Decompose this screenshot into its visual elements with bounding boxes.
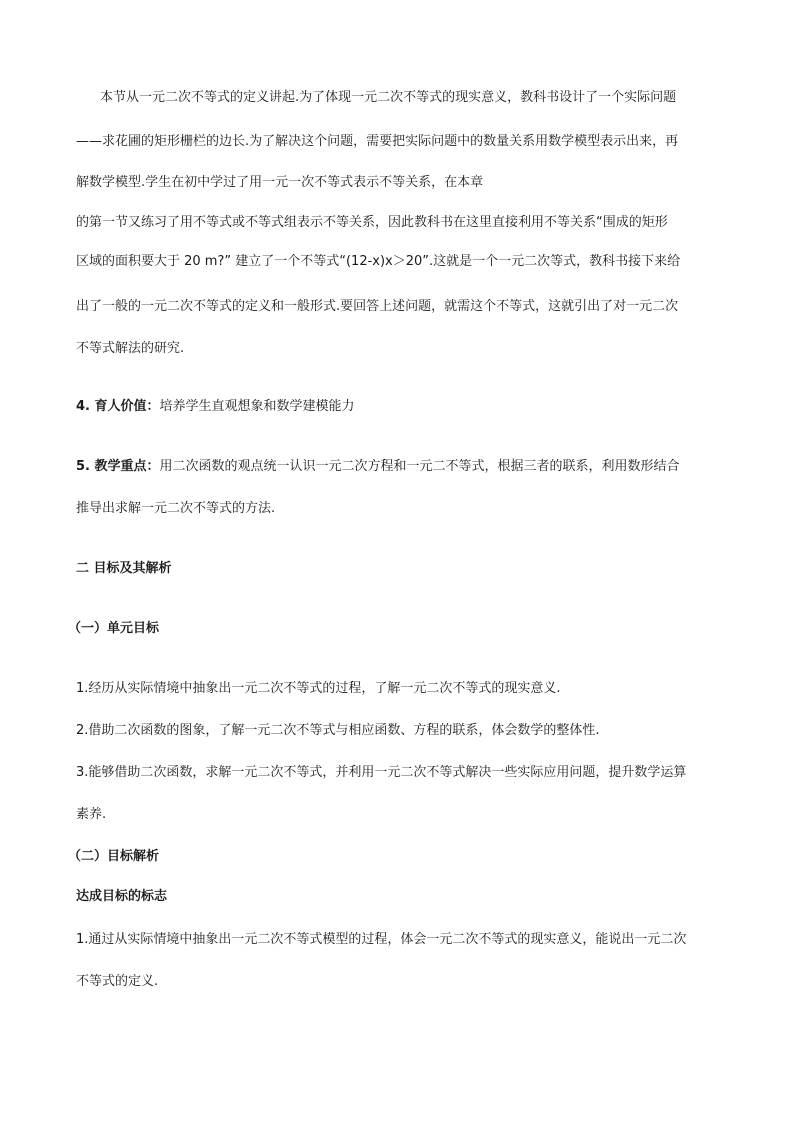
heading-achievement-signs: 达成目标的标志 (76, 889, 168, 904)
goal-3: 3.能够借助二次函数，求解一元二次不等式，并利用一元二次不等式解决一些实际应用问题，提升数学运算 (76, 765, 687, 780)
subheading-unit-goals: （一）单元目标 (68, 621, 160, 636)
goal-3-continued: 素养. (76, 807, 107, 822)
intro-line-2: ——求花圃的矩形栅栏的边长.为了解决这个问题，需要把实际问题中的数量关系用数学模型表示出来，再 (76, 134, 679, 149)
intro-line-3: 解数学模型.学生在初中学过了用一元一次不等式表示不等关系，在本章 (76, 175, 484, 190)
item-5 (76, 455, 680, 474)
item-5-text: 用二次函数的观点统一认识一元二次方程和一元二不等式，根据三者的联系，利用数形结合 (159, 459, 680, 474)
item-5-continued: 推导出求解一元二次不等式的方法. (76, 501, 276, 516)
item-4 (76, 395, 355, 414)
goal-1: 1.经历从实际情境中抽象出一元二次不等式的过程，了解一元二次不等式的现实意义. (76, 681, 561, 696)
goal-2: 2.借助二次函数的图象，了解一元二次不等式与相应函数、方程的联系，体会数学的整体性. (76, 723, 600, 738)
section-heading-goals: 二 目标及其解析 (76, 561, 172, 576)
intro-line-5: 区域的面积要大于 20 m?” 建立了一个不等式“(12-x)x＞20”.这就是一个一元二次等式，教科书接下来给 (76, 254, 681, 269)
sign-1: 1.通过从实际情境中抽象出一元二次不等式模型的过程，体会一元二次不等式的现实意义，能说出一元二次 (76, 932, 687, 947)
intro-line-1: 本节从一元二次不等式的定义讲起.为了体现一元二次不等式的现实意义，教科书设计了一个实际问题 (100, 90, 677, 105)
item-4-text: 培养学生直观想象和数学建模能力 (159, 399, 355, 414)
intro-line-4: 的第一节又练习了用不等式或不等式组表示不等关系，因此教科书在这里直接利用不等关系“围成的矩形 (76, 215, 668, 230)
subheading-goal-analysis: （二）目标解析 (68, 849, 160, 864)
intro-line-6: 出了一般的一元二次不等式的定义和一般形式.要回答上述问题，就需这个不等式，这就引出了对一元二次 (76, 299, 679, 314)
intro-line-7: 不等式解法的研究. (76, 341, 185, 356)
item-5-label: 5. 教学重点： (76, 459, 160, 474)
sign-1-continued: 不等式的定义. (76, 974, 159, 989)
item-4-label: 4. 育人价值： (76, 399, 160, 414)
